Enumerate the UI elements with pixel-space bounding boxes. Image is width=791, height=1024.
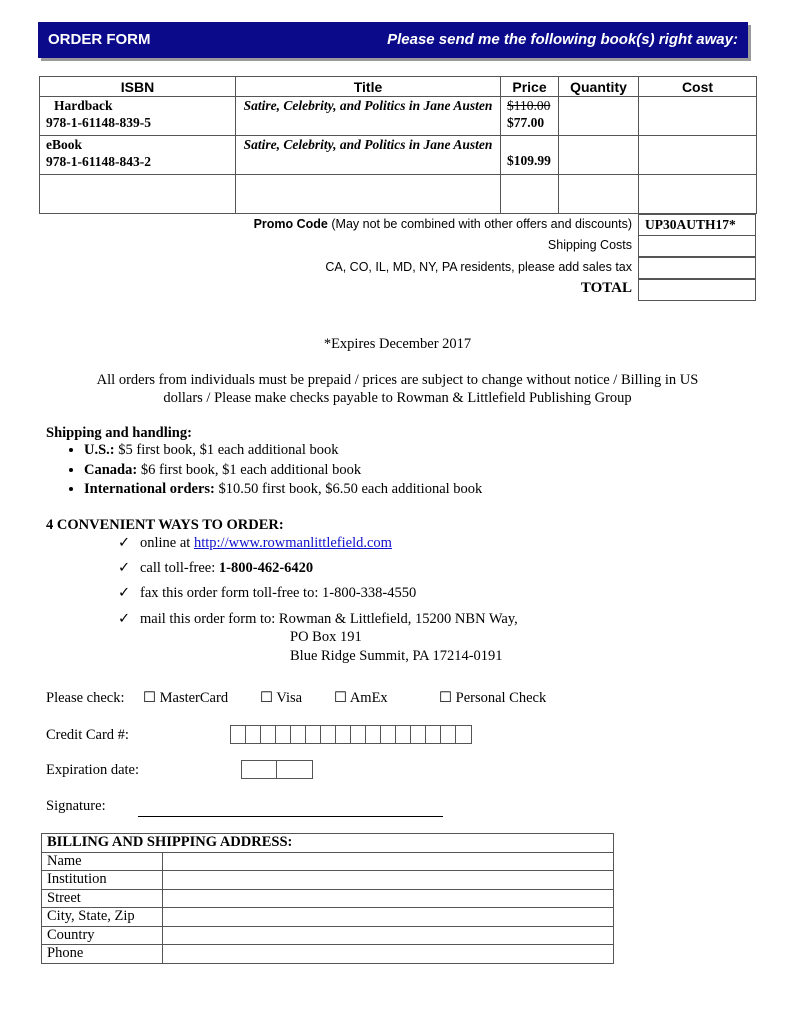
header-price: Price (501, 77, 559, 97)
street-field[interactable] (163, 889, 614, 908)
shipping-costs-label: Shipping Costs (547, 238, 632, 252)
checkbox-icon[interactable]: ☐ (143, 690, 156, 706)
ways-heading: 4 CONVENIENT WAYS TO ORDER: (46, 517, 284, 533)
signature-line[interactable] (138, 816, 443, 817)
order-notice: All orders from individuals must be prepaid / prices are subject to change without notice / Billing in US dollars / Please make checks payable to Rowman & Littlefield Publishing Group (96, 372, 699, 406)
table-row (42, 908, 614, 927)
checkmark-icon: ✓ (118, 585, 131, 601)
signature-label: Signature: (46, 798, 106, 814)
total-label: TOTAL (580, 280, 632, 296)
expires-note: *Expires December 2017 (323, 336, 472, 352)
way-online: ✓ online at http://www.rowmanlittlefield.com (118, 535, 392, 551)
total-field[interactable] (638, 279, 756, 301)
format-label: Hardback (54, 98, 113, 113)
isbn-number: 978-1-61148-839-5 (46, 115, 151, 130)
billing-field-label: Phone (42, 945, 163, 964)
table-header-row (40, 77, 757, 97)
shipping-list (64, 441, 482, 500)
phone-number: 1-800-462-6420 (218, 560, 314, 576)
table-row (40, 136, 757, 175)
country-field[interactable] (163, 926, 614, 945)
table-row (42, 852, 614, 871)
quantity-cell[interactable] (559, 175, 639, 214)
checkmark-icon: ✓ (118, 535, 131, 551)
sales-tax-row (39, 257, 756, 279)
header-isbn: ISBN (40, 77, 236, 97)
checkmark-icon: ✓ (118, 611, 131, 627)
billing-table (41, 833, 614, 964)
checkbox-icon[interactable]: ☐ (439, 690, 452, 706)
quantity-cell[interactable] (559, 97, 639, 136)
shipping-heading: Shipping and handling: (46, 425, 192, 441)
cost-cell[interactable] (639, 136, 757, 175)
way-call: ✓ call toll-free: 1-800-462-6420 (118, 560, 314, 576)
payment-label: Please check: (46, 690, 125, 706)
sales-tax-field[interactable] (638, 257, 756, 279)
header-quantity: Quantity (559, 77, 639, 97)
cost-cell[interactable] (639, 97, 757, 136)
way-mail: ✓ mail this order form to: Rowman & Littlefield, 15200 NBN Way, (118, 611, 518, 627)
expiration-label: Expiration date: (46, 762, 140, 778)
list-item: • Canada: $6 first book, $1 each additional book (84, 461, 482, 481)
banner-title: ORDER FORM (48, 31, 151, 48)
billing-field-label: Street (42, 889, 163, 908)
table-row-empty (40, 175, 757, 214)
price-cell (501, 97, 559, 136)
name-field[interactable] (163, 852, 614, 871)
promo-code-label: Promo Code (May not be combined with other offers and discounts) (253, 217, 632, 231)
expiration-input[interactable] (241, 760, 313, 779)
billing-field-label: Institution (42, 871, 163, 890)
checkbox-icon[interactable]: ☐ (334, 690, 347, 706)
checkbox-visa[interactable]: ☐ Visa (260, 690, 303, 706)
isbn-cell (40, 97, 236, 136)
sales-tax-label: CA, CO, IL, MD, NY, PA residents, please add sales tax (325, 260, 632, 274)
format-label: eBook (46, 137, 83, 152)
way-fax: ✓ fax this order form toll-free to: 1-800-338-4550 (118, 585, 417, 601)
isbn-cell (40, 136, 236, 175)
cost-cell[interactable] (639, 175, 757, 214)
price-cell (501, 136, 559, 175)
checkbox-amex[interactable]: ☐ AmEx (334, 690, 388, 706)
order-table (39, 76, 757, 214)
shipping-costs-row (39, 235, 756, 257)
order-form-banner (38, 22, 748, 58)
table-row (40, 97, 757, 136)
total-row (39, 279, 756, 301)
table-row (42, 945, 614, 964)
header-cost: Cost (639, 77, 757, 97)
checkbox-mastercard[interactable]: ☐ MasterCard (143, 690, 229, 706)
isbn-cell[interactable] (40, 175, 236, 214)
price-cell[interactable] (501, 175, 559, 214)
promo-code-value: UP30AUTH17* (638, 214, 756, 236)
table-row (42, 889, 614, 908)
table-row (42, 926, 614, 945)
credit-card-label: Credit Card #: (46, 727, 129, 743)
billing-field-label: Name (42, 852, 163, 871)
mail-address-line: PO Box 191 (290, 629, 362, 645)
phone-field[interactable] (163, 945, 614, 964)
quantity-cell[interactable] (559, 136, 639, 175)
price: $109.99 (507, 152, 551, 168)
original-price: $110.00 (507, 98, 551, 113)
table-row (42, 871, 614, 890)
shipping-costs-field[interactable] (638, 235, 756, 257)
institution-field[interactable] (163, 871, 614, 890)
title-cell: Satire, Celebrity, and Politics in Jane Austen (236, 97, 501, 136)
title-cell: Satire, Celebrity, and Politics in Jane Austen (236, 136, 501, 175)
billing-field-label: Country (42, 926, 163, 945)
credit-card-input[interactable] (230, 725, 472, 744)
banner-subtitle: Please send me the following book(s) right away: (387, 31, 738, 48)
website-link[interactable]: http://www.rowmanlittlefield.com (193, 535, 392, 551)
checkbox-personal-check[interactable]: ☐ Personal Check (439, 690, 547, 706)
mail-address-line: Blue Ridge Summit, PA 17214-0191 (290, 648, 503, 664)
header-title: Title (236, 77, 501, 97)
discount-price: $77.00 (507, 115, 545, 130)
isbn-number: 978-1-61148-843-2 (46, 154, 151, 169)
billing-field-label: City, State, Zip (42, 908, 163, 927)
promo-code-row (39, 214, 756, 236)
billing-heading: BILLING AND SHIPPING ADDRESS: (42, 834, 614, 853)
city-state-zip-field[interactable] (163, 908, 614, 927)
list-item: • International orders: $10.50 first book, $6.50 each additional book (84, 480, 482, 500)
checkbox-icon[interactable]: ☐ (260, 690, 273, 706)
checkmark-icon: ✓ (118, 560, 131, 576)
list-item: • U.S.: $5 first book, $1 each additional book (84, 441, 482, 461)
title-cell[interactable] (236, 175, 501, 214)
